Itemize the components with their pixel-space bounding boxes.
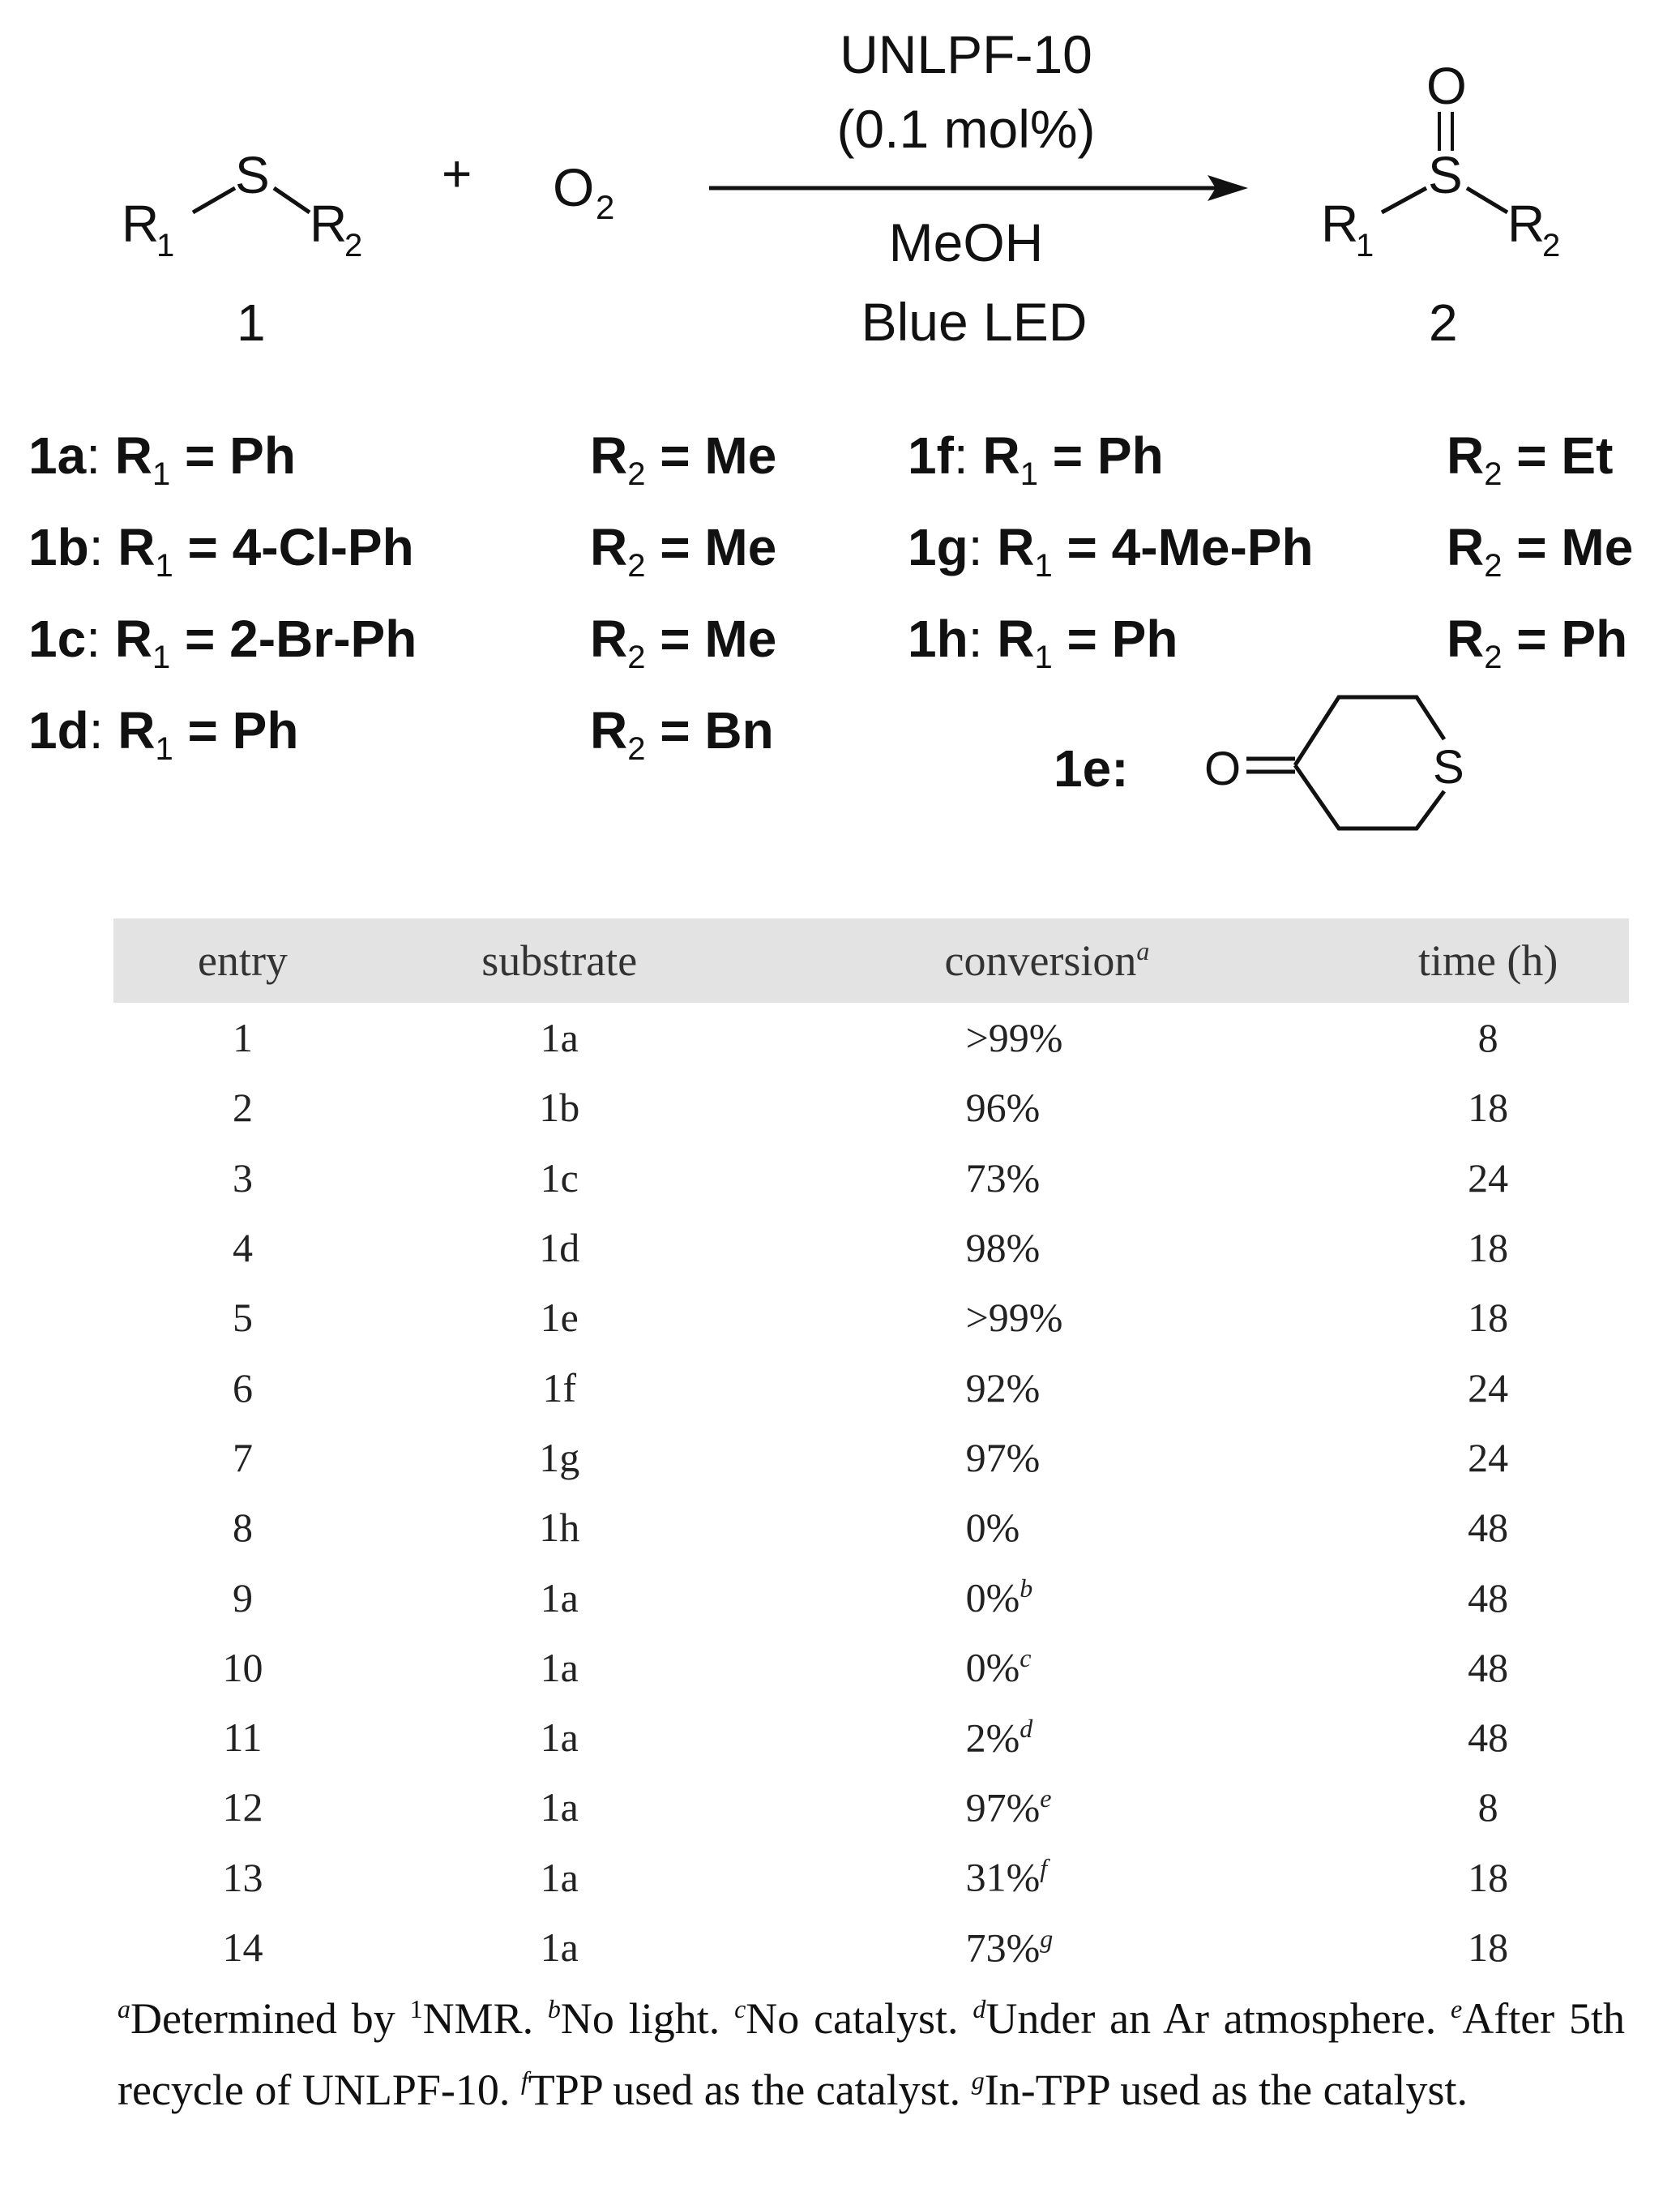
footnote-mark: e [1451,1994,1463,2023]
footnote-mark: d [973,1994,986,2023]
cell-time: 48 [1468,1644,1509,1690]
table-footnotes [118,1978,1625,2121]
footnote-text: No light. [560,1994,735,2043]
substrate-1d-r1: 1d: $R_1 = Ph$ [28,701,299,767]
svg-text:1: 1 [156,228,175,263]
svg-text:O: O [1426,57,1467,115]
footnote-text: NMR. [422,1994,548,2043]
footnote-text: TPP used as the catalyst. [528,2066,972,2114]
condition-light: Blue LED [861,292,1088,352]
svg-text:1e:: 1e: [1054,739,1129,798]
svg-text:O: O [553,157,595,217]
cell-substrate: 1b [539,1085,580,1131]
footnote-mark: 1 [409,1994,423,2023]
cell-substrate: 1a [540,1715,579,1761]
table-row [113,1843,1629,1912]
footnote-mark: b [1020,1573,1033,1603]
substrate-1g-r2: $R_2 = Me$ [1447,518,1634,584]
col-substrate: substrate [372,918,747,1003]
cell-conversion: 31%$^f$ [965,1853,1048,1901]
substrate-1e [1054,697,1464,828]
cell-time: 8 [1477,1784,1498,1830]
results-table [113,918,1629,1982]
footnote-mark: d [1020,1713,1033,1743]
svg-text:R: R [1321,195,1359,253]
footnote-text: After 5th recycle of UNLPF-10. [118,1994,1625,2114]
svg-text:O: O [1204,743,1242,795]
substrate-1c-r1: 1c: $R_1 = 2-Br-Ph$ [28,610,417,675]
svg-text:1: 1 [1356,228,1374,263]
cell-entry: 12 [222,1784,263,1830]
cell-entry: 11 [223,1715,263,1761]
footnote-mark: c [734,1994,746,2023]
cell-entry: 1 [232,1015,253,1061]
product-sulfoxide [1321,57,1560,263]
reactant-label: 1 [237,293,266,352]
cell-conversion: 96% [965,1085,1041,1131]
table-row [113,1562,1629,1632]
cell-entry: 2 [232,1085,253,1131]
cell-substrate: 1f [542,1364,577,1411]
oxygen-reagent [553,157,614,226]
cell-substrate: 1e [540,1295,579,1341]
substrate-1h-r1: 1h: $R_1 = Ph$ [908,610,1178,675]
table-row [113,1143,1629,1213]
substrate-1b-r2: $R_2 = Me$ [590,518,777,584]
col-conversion: conversion$^a$ [747,918,1348,1003]
cell-substrate: 1g [539,1434,580,1480]
svg-text:2: 2 [1542,228,1561,263]
svg-text:2: 2 [344,228,363,263]
footnote-mark: f [1040,1853,1048,1883]
footnote-mark: f [520,2066,528,2095]
table-row [113,1633,1629,1702]
col-entry: entry [113,918,372,1003]
cell-substrate: 1a [540,1574,579,1620]
cell-substrate: 1a [540,1644,579,1690]
cell-time: 18 [1468,1924,1509,1970]
table-row [113,1003,1629,1072]
footnote-text: Under an Ar atmosphere. [985,1994,1451,2043]
cell-time: 18 [1468,1854,1509,1900]
substrate-1f-r2: $R_2 = Et$ [1447,426,1614,492]
cell-substrate: 1a [540,1784,579,1830]
footnote-mark: b [547,1994,561,2023]
condition-loading: (0.1 mol%) [836,99,1096,159]
footnote-text: No catalyst. [746,1994,973,2043]
cell-conversion: 98% [965,1225,1041,1271]
product-label: 2 [1429,293,1458,352]
cell-substrate: 1a [540,1015,579,1061]
cell-conversion: 2%$^d$ [965,1713,1033,1761]
svg-text:2: 2 [596,188,615,226]
cell-conversion: 0% [965,1505,1020,1551]
cell-time: 48 [1468,1574,1509,1620]
cell-conversion: >99% [965,1295,1063,1341]
cell-entry: 3 [232,1154,253,1201]
table-row [113,1213,1629,1282]
condition-catalyst: UNLPF-10 [840,24,1092,84]
condition-solvent: MeOH [888,212,1044,272]
cell-substrate: 1d [539,1225,580,1271]
table-row [113,1492,1629,1562]
substrate-1g-r1: 1g: $R_1 = 4-Me-Ph$ [908,518,1314,584]
cell-time: 24 [1468,1154,1509,1201]
cell-conversion: 97% [965,1434,1041,1480]
cell-entry: 10 [222,1644,263,1690]
footnote-mark: g [971,2066,985,2095]
footnote-text: In-TPP used as the catalyst. [984,2066,1468,2114]
reactant-sulfide [122,146,362,263]
svg-text:R: R [122,195,160,253]
svg-text:R: R [1507,195,1545,253]
table-row [113,1352,1629,1422]
table-row [113,1912,1629,1982]
reaction-arrow [709,175,1248,201]
cell-conversion: 0%$^b$ [965,1573,1033,1620]
cell-time: 18 [1468,1225,1509,1271]
cell-time: 48 [1468,1715,1509,1761]
cell-time: 24 [1468,1364,1509,1411]
cell-conversion: 0%$^c$ [965,1643,1032,1691]
cell-time: 48 [1468,1505,1509,1551]
cell-time: 24 [1468,1434,1509,1480]
svg-text:R: R [310,195,348,253]
cell-substrate: 1h [539,1505,580,1551]
plus-sign: + [442,144,472,203]
cell-entry: 4 [232,1225,253,1271]
substrate-1a-r2: $R_2 = Me$ [590,426,777,492]
cell-conversion: 92% [965,1364,1041,1411]
cell-substrate: 1a [540,1854,579,1900]
cell-entry: 9 [232,1574,253,1620]
cell-entry: 8 [232,1505,253,1551]
table-header-row [113,918,1629,1003]
substrate-1a-r1: 1a: $R_1 = Ph$ [28,426,296,492]
table-row [113,1282,1629,1352]
cell-conversion: 73%$^g$ [965,1923,1054,1971]
cell-conversion: 97%$^e$ [965,1783,1052,1830]
cell-entry: 7 [232,1434,253,1480]
svg-text:S: S [235,146,270,204]
footnote-mark: g [1040,1923,1054,1953]
cell-conversion: 73% [965,1154,1041,1201]
footnote-mark: e [1040,1783,1052,1813]
cell-entry: 6 [232,1364,253,1411]
table-row [113,1072,1629,1142]
svg-text:S: S [1433,741,1464,794]
col-time: time (h) [1347,918,1629,1003]
cell-substrate: 1c [540,1154,579,1201]
table-row [113,1702,1629,1772]
cell-entry: 14 [222,1924,263,1970]
cell-entry: 13 [222,1854,263,1900]
cell-entry: 5 [232,1295,253,1341]
cell-time: 18 [1468,1295,1509,1341]
footnote-mark: c [1020,1643,1032,1673]
cell-conversion: >99% [965,1015,1063,1061]
substrate-1d-r2: $R_2 = Bn$ [590,701,774,767]
substrate-1c-r2: $R_2 = Me$ [590,610,777,675]
footnote-mark: a [118,1994,130,2023]
substrate-1f-r1: 1f: $R_1 = Ph$ [908,426,1164,492]
substrate-1h-r2: $R_2 = Ph$ [1447,610,1628,675]
svg-text:S: S [1428,146,1463,204]
cell-time: 8 [1477,1015,1498,1061]
table-row [113,1423,1629,1492]
substrate-1b-r1: 1b: $R_1 = 4-Cl-Ph$ [28,518,414,584]
cell-time: 18 [1468,1085,1509,1131]
cell-substrate: 1a [540,1924,579,1970]
footnote-text: Determined by [130,1994,410,2043]
table-row [113,1772,1629,1842]
